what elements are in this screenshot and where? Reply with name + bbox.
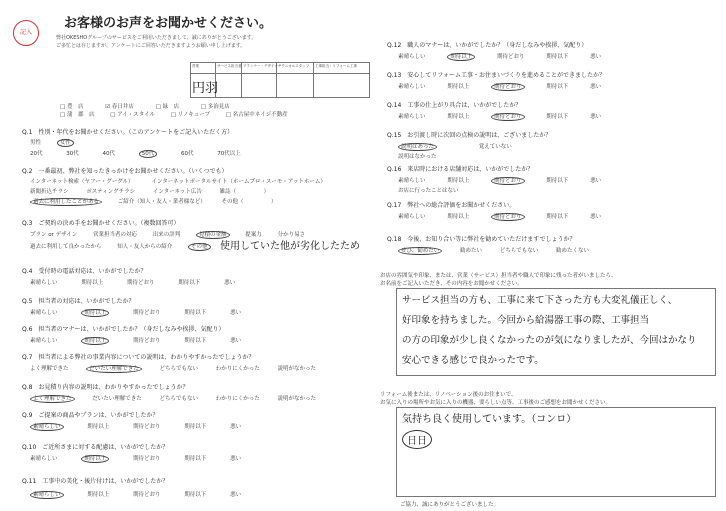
q7-option[interactable]: よく理解できた bbox=[30, 366, 69, 372]
q2-option[interactable]: インターネットポータルサイト（ホームプロ・スーモ・アットホーム） bbox=[151, 179, 326, 185]
q8-scale bbox=[30, 394, 316, 402]
q9-option[interactable]: 悪い bbox=[230, 424, 242, 430]
comment1-line-1: サービス担当の方も、工事に来て下さった方も大変礼儀正しく、 bbox=[402, 295, 678, 306]
q7-option[interactable]: 説明がなかった bbox=[277, 366, 317, 372]
q6-option[interactable]: 期待どおり bbox=[133, 338, 161, 344]
store-option[interactable]: □ 蒲 郡 店 bbox=[60, 112, 95, 118]
q5-label: Q.5 担当者の対応は、いかがでしたか？ bbox=[22, 298, 135, 305]
q3-label: Q.3 ご契約の決め手をお聞かせください。（複数回答可） bbox=[22, 220, 180, 227]
q13-label: Q.13 安心してリフォーム工事・お住まいづくりを進めることができましたか？ bbox=[387, 72, 605, 79]
q13-option[interactable]: 素晴らしい bbox=[398, 84, 426, 90]
footer-thanks: ご協力、誠にありがとうございました。 bbox=[400, 502, 500, 508]
q1-gender-option-selected[interactable]: 女性 bbox=[57, 139, 74, 147]
q18-option[interactable]: 勧めたくない bbox=[556, 248, 590, 254]
q16-option[interactable]: 素晴らしい bbox=[398, 178, 426, 184]
q17-option[interactable]: 悪い bbox=[590, 214, 602, 220]
q13-scale bbox=[398, 82, 601, 90]
q4-option[interactable]: 悪い bbox=[224, 280, 236, 286]
intro-line-2: ご多忙とは存じますが、アンケートにご回答いただきますようお願い申し上げます。 bbox=[56, 43, 246, 49]
q11-option[interactable]: 悪い bbox=[230, 492, 242, 498]
q10-scale bbox=[30, 454, 241, 462]
q12-scale bbox=[398, 52, 601, 60]
q9-option-selected[interactable]: 素晴らしい bbox=[30, 423, 64, 431]
q4-option[interactable]: 期待以下 bbox=[178, 280, 201, 286]
q2-option[interactable]: インターネット広告 bbox=[152, 189, 202, 195]
q12-option[interactable]: 悪い bbox=[590, 54, 602, 60]
q17-label: Q.17 弊社への総合評価をお聞かせください。 bbox=[387, 202, 516, 209]
staff-header-sales: 営業 bbox=[192, 64, 199, 68]
q6-option[interactable]: 悪い bbox=[230, 338, 242, 344]
q14-option[interactable]: 悪い bbox=[590, 114, 602, 120]
q18-label: Q.18 今後、お知り合い等に弊社を勧めていただけますでしょうか？ bbox=[387, 236, 576, 243]
q11-option[interactable]: 期待以上 bbox=[87, 492, 110, 498]
q13-option-selected[interactable]: 期待どおり bbox=[491, 83, 525, 91]
stamp: 記入 bbox=[13, 20, 39, 46]
q10-option[interactable]: 素晴らしい bbox=[30, 456, 58, 462]
q3-option[interactable]: プラン or デザイン bbox=[30, 232, 78, 238]
q11-scale bbox=[30, 490, 241, 498]
store-option[interactable]: □ リノキューブ bbox=[170, 112, 211, 118]
q12-option-selected[interactable]: 期待以上 bbox=[447, 53, 475, 61]
q4-option[interactable]: 素晴らしい bbox=[30, 280, 58, 286]
q7-label: Q.7 担当者による弊社の事業内容についての説明は、わかりやすかったでしょうか？ bbox=[22, 354, 255, 361]
q7-option[interactable]: どちらでもない bbox=[159, 366, 198, 372]
q10-option[interactable]: 期待以下 bbox=[184, 456, 207, 462]
staff-header-construction: 工事担当・リフォーム工事 bbox=[315, 64, 357, 68]
q1-gender-option[interactable]: 男性 bbox=[30, 140, 42, 146]
comment2-label-2: お気に入りの場所やお気に入りの機器、要らしい点等、工事後のご感想をお聞かせください。 bbox=[380, 400, 612, 406]
q4-scale bbox=[30, 278, 235, 286]
q3-row-2 bbox=[30, 242, 211, 250]
q15-label: Q.15 お引渡し時に次回の点検の説明は、ございましたか？ bbox=[387, 132, 552, 139]
q8-option[interactable]: わかりにくかった bbox=[215, 396, 260, 402]
q17-scale bbox=[398, 212, 601, 220]
q18-option-selected[interactable]: ぜひ、勧めたい bbox=[398, 247, 442, 255]
q4-label: Q.4 受付時の電話対応は、いかがでしたか？ bbox=[22, 268, 147, 275]
q15-opts-1 bbox=[398, 142, 512, 150]
q3-option[interactable]: 営業担当者の対応 bbox=[93, 232, 138, 238]
staff-signature: 円羽 bbox=[192, 81, 219, 96]
q3-option-selected[interactable]: その他 bbox=[188, 243, 211, 251]
q5-option[interactable]: 期待どおり bbox=[133, 310, 161, 316]
comment1-line-3: の方の印象が少し良くなかったのが気になりましたが、今回はかなり bbox=[402, 335, 697, 346]
q1-age-option[interactable]: 30代 bbox=[66, 151, 79, 157]
store-option[interactable]: □ 緑 店 bbox=[155, 104, 180, 110]
q5-option-selected[interactable]: 期待以上 bbox=[81, 309, 109, 317]
q9-option[interactable]: 期待以上 bbox=[87, 424, 110, 430]
q15-option[interactable]: 説明はなかった bbox=[398, 154, 437, 160]
q17-option[interactable]: 期待以上 bbox=[447, 214, 470, 220]
q13-option[interactable]: 期待以上 bbox=[447, 84, 470, 90]
q15-option-selected[interactable]: 説明はあった bbox=[398, 143, 437, 151]
q10-option[interactable]: 悪い bbox=[230, 456, 242, 462]
q3-option[interactable]: 分かり易さ bbox=[277, 232, 306, 238]
q4-option[interactable]: 期待どおり bbox=[127, 280, 155, 286]
comment2-drawing: 日日 bbox=[402, 430, 432, 449]
q8-option[interactable]: だいたい理解できた bbox=[92, 396, 142, 402]
q9-option[interactable]: 期待以下 bbox=[184, 424, 207, 430]
q16-option[interactable]: 悪い bbox=[590, 178, 602, 184]
q11-option[interactable]: 期待どおり bbox=[133, 492, 161, 498]
q5-option[interactable]: 期待以下 bbox=[184, 310, 207, 316]
q14-label: Q.14 工事の仕上がり具合は、いかがでしたか？ bbox=[387, 102, 522, 109]
store-option[interactable]: □ 豊 店 bbox=[60, 104, 84, 110]
q17-option[interactable]: 素晴らしい bbox=[398, 214, 426, 220]
q2-row-3 bbox=[30, 197, 277, 205]
q16-scale bbox=[398, 176, 601, 184]
q6-label: Q.6 担当者のマナーは、いかがでしたか？（身だしなみや挨拶、気配り） bbox=[22, 326, 225, 333]
q16-extra[interactable]: お店に行ったことはない bbox=[398, 188, 459, 194]
comment2-label: リフォーム後または、リノベーション後のお住まいで、 bbox=[380, 392, 517, 398]
q14-option[interactable]: 期待以上 bbox=[447, 114, 470, 120]
q10-option[interactable]: 期待どおり bbox=[133, 456, 161, 462]
q2-option[interactable]: ご紹介（知人・友人・業者様など） bbox=[117, 199, 206, 205]
q15-opts-2 bbox=[398, 152, 437, 160]
store-option[interactable]: □ 名古屋中ネイジ不動産 bbox=[225, 112, 288, 118]
q6-option[interactable]: 期待以下 bbox=[184, 338, 207, 344]
store-option[interactable]: ☑ 春日井店 bbox=[105, 104, 134, 110]
staff-header-planner: プランナー・デザイナー bbox=[243, 64, 282, 68]
q18-opts bbox=[398, 246, 589, 254]
q2-label: Q.2 一番最初、弊社を知ったきっかけをお聞かせください。（いくつでも） bbox=[22, 168, 228, 175]
comment1-line-4: 安心できる感じで良かったです。 bbox=[402, 355, 544, 366]
q18-option[interactable]: 勧めたい bbox=[460, 248, 483, 254]
store-option[interactable]: □ アイ・スタイル bbox=[110, 112, 156, 118]
page-title: お客様のお声をお聞かせください。 bbox=[64, 16, 273, 31]
comment1-line-2: 好印象を持ちました。今回から給湯器工事の際、工事担当 bbox=[402, 315, 650, 326]
store-row-1 bbox=[60, 102, 230, 110]
q16-option-selected[interactable]: 期待どおり bbox=[491, 177, 525, 185]
q9-scale bbox=[30, 422, 241, 430]
q11-option[interactable]: 期待以下 bbox=[184, 492, 207, 498]
q7-scale bbox=[30, 364, 316, 372]
q7-option-selected[interactable]: だいたい理解できた bbox=[86, 365, 142, 373]
comment1-label-2: お名前をご記入いただき、その内容をお聞かせください。 bbox=[380, 281, 523, 287]
q5-option[interactable]: 素晴らしい bbox=[30, 310, 58, 316]
q3-option[interactable]: 過去に利用して良かったから bbox=[30, 244, 102, 250]
q8-option[interactable]: どちらでもない bbox=[159, 396, 198, 402]
q8-option[interactable]: 説明がなかった bbox=[277, 396, 317, 402]
q18-option[interactable]: どちらでもない bbox=[499, 248, 539, 254]
q14-scale bbox=[398, 112, 601, 120]
q1-age-option[interactable]: 40代 bbox=[102, 151, 115, 157]
q17-option-selected[interactable]: 期待どおり bbox=[491, 213, 525, 221]
q2-option[interactable]: ポスティングチラシ bbox=[86, 189, 136, 195]
q13-option[interactable]: 期待以下 bbox=[546, 84, 569, 90]
q9-label: Q.9 ご提案の商品やプランは、いかがでしたか？ bbox=[22, 412, 159, 419]
q13-option[interactable]: 悪い bbox=[590, 84, 602, 90]
q2-option[interactable]: 雑誌（ ） bbox=[219, 189, 270, 195]
q2-option-selected[interactable]: 過去に利用したことがある bbox=[30, 198, 102, 206]
q3-option[interactable]: 知人・友人からの紹介 bbox=[117, 244, 173, 250]
q2-row-1 bbox=[30, 177, 326, 185]
store-row-2 bbox=[60, 110, 288, 118]
q1-age-option[interactable]: 70代以上 bbox=[217, 151, 241, 157]
q4-option[interactable]: 期待以上 bbox=[81, 280, 104, 286]
q2-option[interactable]: その他（ ） bbox=[221, 199, 277, 205]
store-option[interactable]: □ 多治見店 bbox=[200, 104, 230, 110]
q7-option[interactable]: わかりにくかった bbox=[215, 366, 260, 372]
q11-option-selected[interactable]: 素晴らしい bbox=[30, 491, 64, 499]
q12-option[interactable]: 期待以下 bbox=[546, 54, 569, 60]
q1-label: Q.1 性別・年代をお聞かせください。（このアンケートをご記入いただく方） bbox=[22, 129, 234, 136]
q12-option[interactable]: 素晴らしい bbox=[398, 54, 426, 60]
comment2-text: 気持ち良く使用しています。（コンロ） bbox=[402, 414, 577, 425]
q14-option[interactable]: 期待以下 bbox=[546, 114, 569, 120]
q6-scale bbox=[30, 336, 241, 344]
q14-option-selected[interactable]: 期待どおり bbox=[491, 113, 525, 121]
q8-label: Q.8 お見積り内容の説明は、わかりやすかったでしょうか？ bbox=[22, 384, 189, 391]
staff-header-tech: テクニカルスタッフ bbox=[278, 64, 310, 68]
q5-option[interactable]: 悪い bbox=[230, 310, 242, 316]
q1-gender bbox=[30, 138, 74, 146]
q2-row-2 bbox=[30, 187, 269, 195]
intro-line-1: 弊社OKESHOグループのサービスをご利用いただきまして、誠にありがとうございます。 bbox=[56, 35, 257, 41]
q2-option[interactable]: 新聞折込チラシ bbox=[30, 189, 69, 195]
q3-option[interactable]: 提案力 bbox=[245, 232, 262, 238]
q5-scale bbox=[30, 308, 241, 316]
q1-age-option[interactable]: 20代 bbox=[30, 151, 43, 157]
q12-option[interactable]: 期待どおり bbox=[497, 54, 525, 60]
q16-label: Q.16 来店時における店舗対応は、いかがでしたか？ bbox=[387, 166, 534, 173]
q10-label: Q.10 ご近所さまに対する配慮は、いかがでしたか？ bbox=[22, 444, 169, 451]
q12-label: Q.12 職人のマナーは、いかがでしたか？（身だしなみや挨拶、気配り） bbox=[387, 42, 588, 49]
q1-ages bbox=[30, 149, 241, 157]
q11-label: Q.11 工事中の美化・後片付けは、いかがでしたか？ bbox=[22, 478, 169, 485]
q8-option-selected[interactable]: よく理解できた bbox=[30, 395, 75, 403]
q15-option[interactable]: 覚えていない bbox=[478, 144, 512, 150]
q2-option[interactable]: インターネット検索（ヤフー・グーグル） bbox=[30, 179, 134, 185]
q6-option-selected[interactable]: 期待以上 bbox=[81, 337, 109, 345]
q1-age-option-selected[interactable]: 50代 bbox=[139, 150, 158, 158]
q9-option[interactable]: 期待どおり bbox=[133, 424, 161, 430]
q16-option[interactable]: 期待以上 bbox=[447, 178, 470, 184]
staff-header-service: サービス担当者 bbox=[217, 64, 242, 68]
comment1-label: お店の雰囲気や印象、または、営業（サービス）担当者や職人で印象に残った者がいましたら、 bbox=[380, 273, 617, 279]
q1-age-option[interactable]: 60代 bbox=[181, 151, 194, 157]
q17-option[interactable]: 期待以下 bbox=[546, 214, 569, 220]
q10-option-selected[interactable]: 期待以上 bbox=[81, 455, 109, 463]
q3-option-selected[interactable]: 見積の金額 bbox=[196, 231, 230, 239]
q14-option[interactable]: 素晴らしい bbox=[398, 114, 426, 120]
q16-option[interactable]: 期待以下 bbox=[546, 178, 569, 184]
q3-option[interactable]: 出来の評判 bbox=[152, 232, 181, 238]
q6-option[interactable]: 素晴らしい bbox=[30, 338, 58, 344]
q3-handwritten-note: 使用していた他が劣化したため bbox=[220, 241, 360, 252]
